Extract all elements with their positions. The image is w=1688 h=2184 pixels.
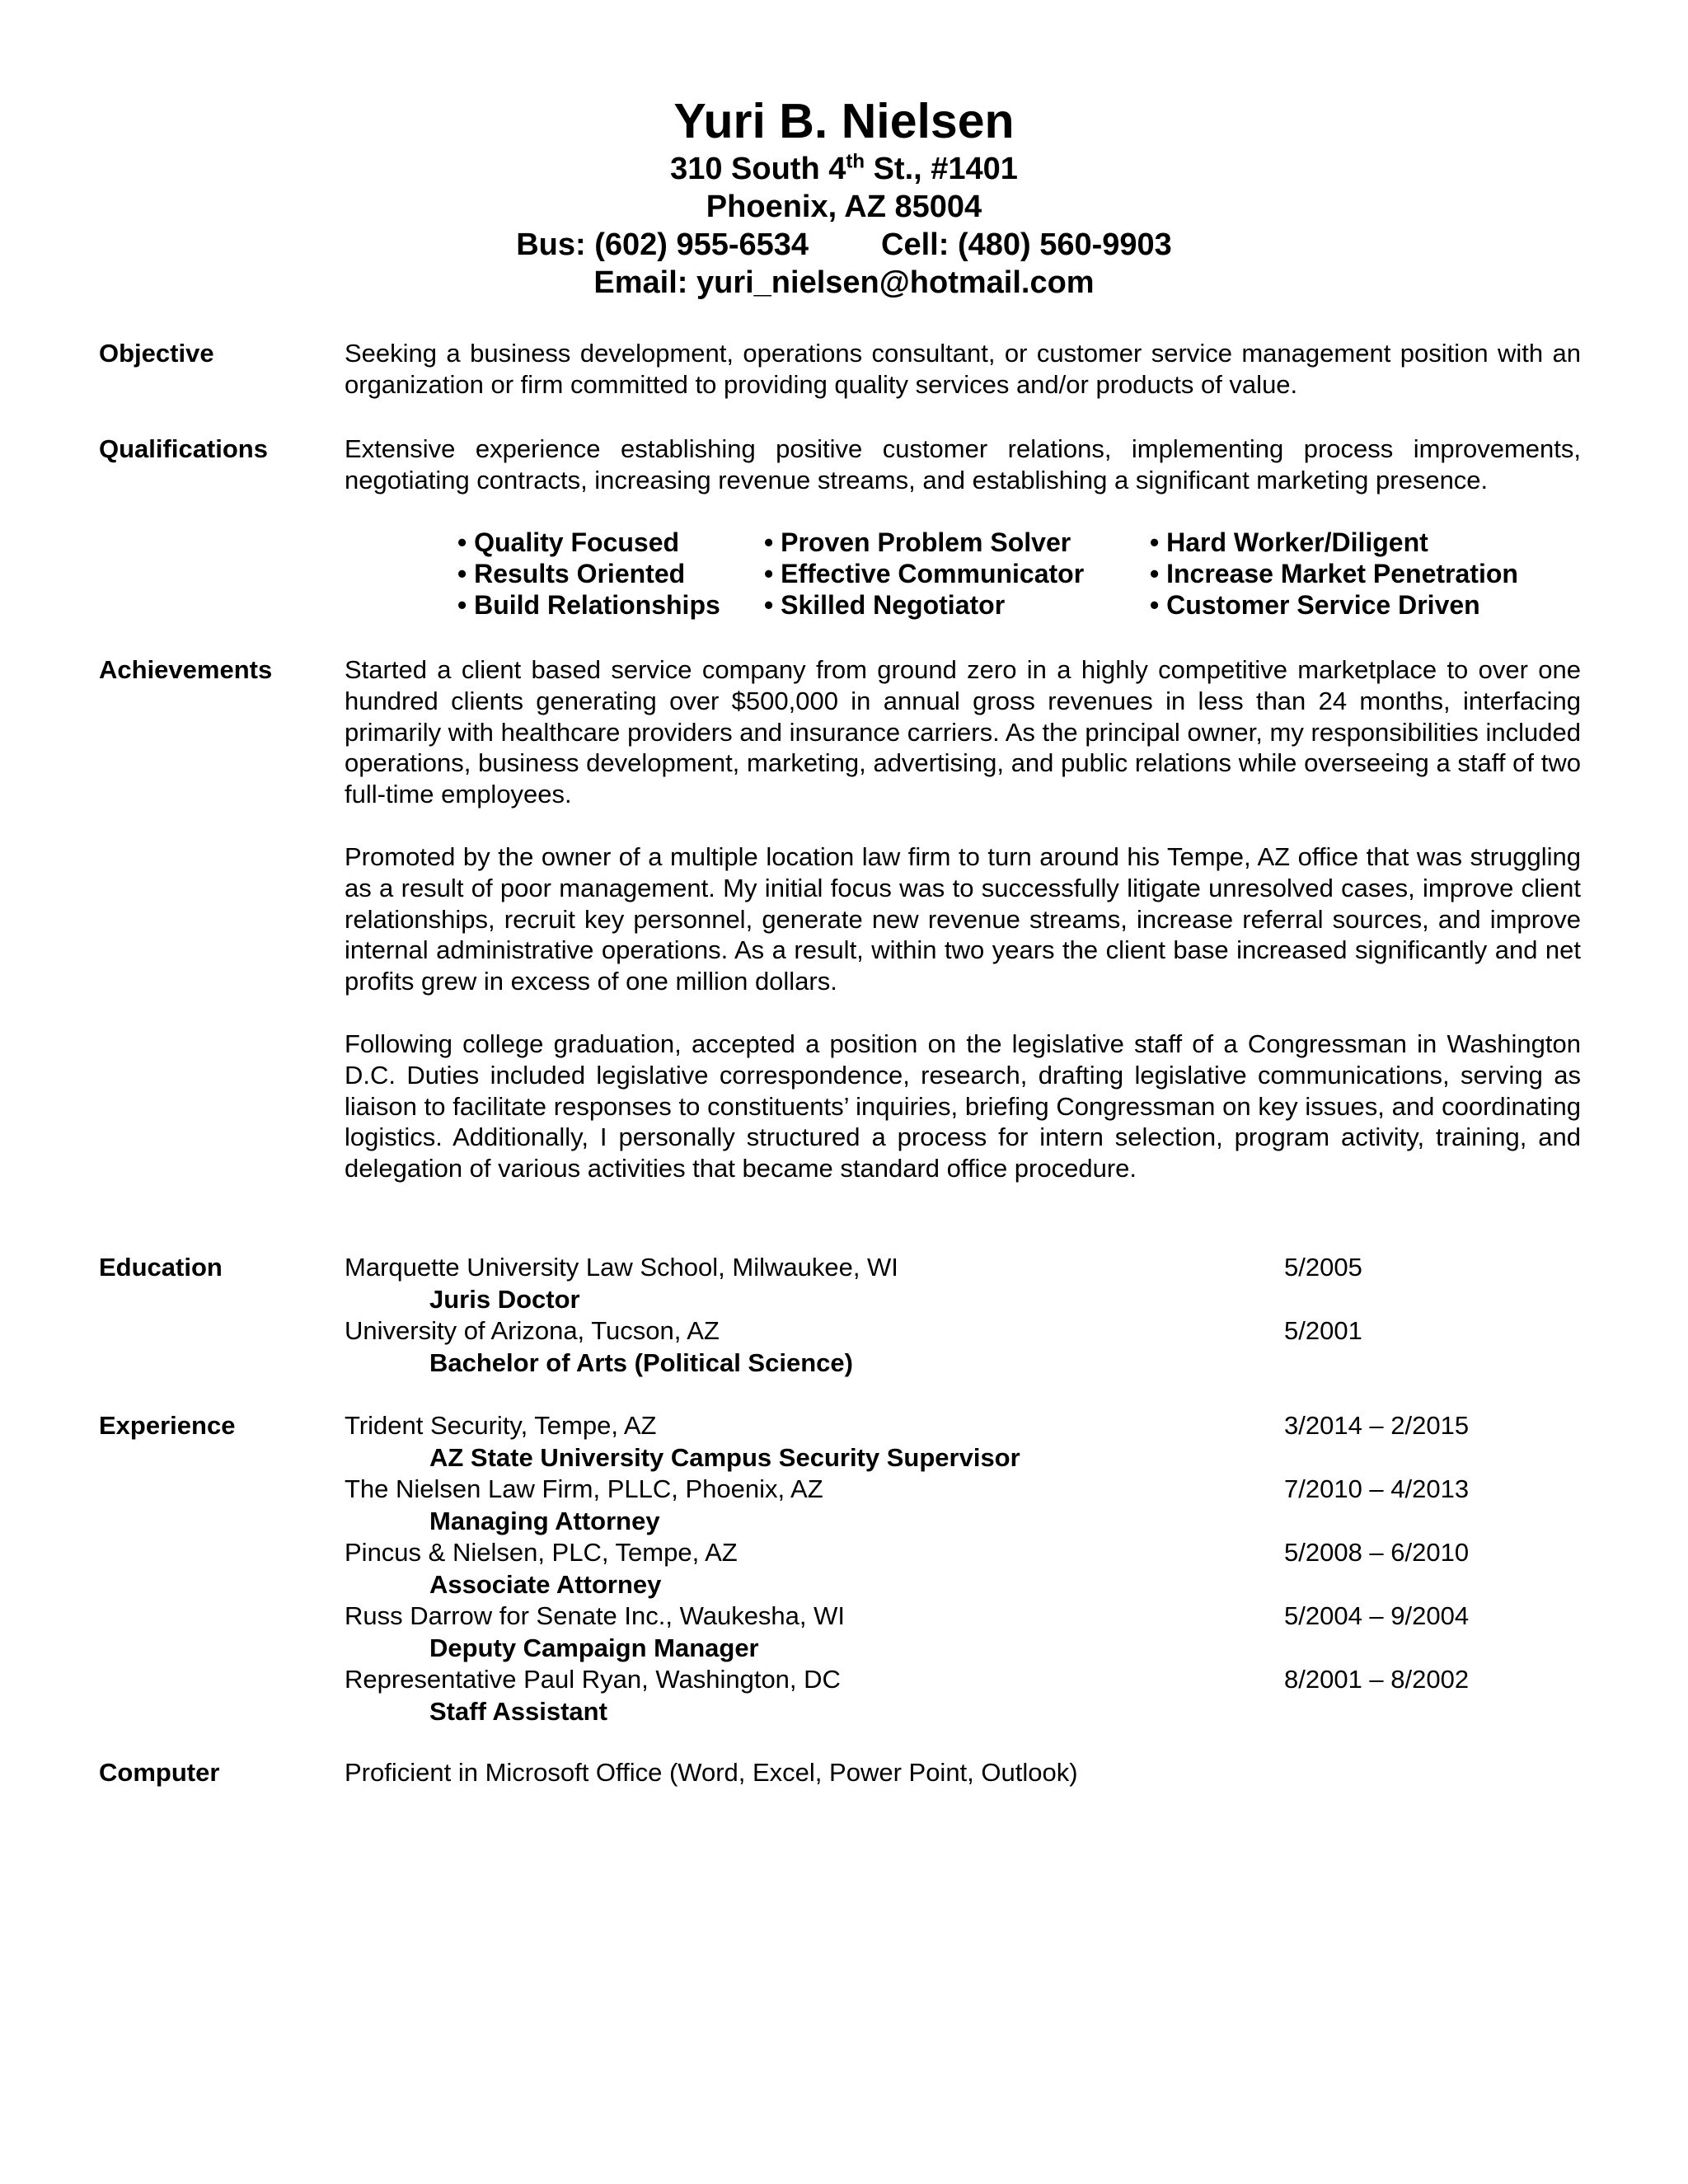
- resume-header: [0, 92, 1688, 302]
- entry-institution: Representative Paul Ryan, Washington, DC: [345, 1665, 841, 1694]
- skill-item: • Build Relationships: [457, 589, 720, 620]
- achievements-section: [345, 654, 1581, 1184]
- entry-date: 7/2010 – 4/2013: [1284, 1474, 1470, 1503]
- computer-label: Computer: [99, 1758, 220, 1787]
- entry-title: AZ State University Campus Security Supervisor: [429, 1442, 1020, 1472]
- education-label: Education: [99, 1253, 223, 1282]
- cell-phone: Cell: (480) 560-9903: [881, 227, 1172, 262]
- skills-row: [457, 527, 1611, 559]
- entry-title: Juris Doctor: [429, 1284, 580, 1314]
- experience-entry: [345, 1601, 1581, 1633]
- experience-entry: [345, 1474, 1581, 1506]
- experience-entry: [345, 1664, 1581, 1696]
- computer-section: [345, 1757, 1581, 1788]
- education-entry: [345, 1252, 1581, 1284]
- entry-date: 5/2008 – 6/2010: [1284, 1538, 1470, 1567]
- entry-title-row: [345, 1696, 1581, 1728]
- entry-title-row: [345, 1284, 1581, 1316]
- experience-entry: [345, 1537, 1581, 1569]
- skill-item: • Increase Market Penetration: [1150, 558, 1518, 588]
- entry-title: Managing Attorney: [429, 1506, 660, 1535]
- skills-row: [457, 559, 1611, 590]
- skill-item: • Results Oriented: [457, 558, 686, 588]
- entry-title: Associate Attorney: [429, 1569, 662, 1599]
- education-entry: [345, 1315, 1581, 1347]
- skill-item: • Proven Problem Solver: [764, 527, 1071, 557]
- qualifications-text: Extensive experience establishing positive customer relations, implementing process improvements, negotiating contracts, increasing revenue streams, and establishing a significant marketing presence.: [345, 434, 1581, 494]
- candidate-name: Yuri B. Nielsen: [673, 94, 1015, 148]
- skill-item: • Hard Worker/Diligent: [1150, 527, 1428, 557]
- entry-institution: The Nielsen Law Firm, PLLC, Phoenix, AZ: [345, 1474, 823, 1503]
- education-section: [345, 1252, 1581, 1379]
- email-line: Email: yuri_nielsen@hotmail.com: [593, 265, 1095, 300]
- achievement-paragraph: Started a client based service company from ground zero in a highly competitive marketplace to over one hundred clients generating over $500,000 in annual gross revenues in less than 24 months, interfacing primarily with healthcare providers and insurance carriers. As the principal owner, my responsibilities included operations, business development, marketing, advertising, and public relations while overseeing a staff of two full-time employees.: [345, 655, 1581, 809]
- entry-title-row: [345, 1347, 1581, 1380]
- entry-date: 5/2004 – 9/2004: [1284, 1601, 1470, 1630]
- address-street: 310 South 4: [670, 152, 846, 186]
- entry-institution: Marquette University Law School, Milwaukee, WI: [345, 1253, 898, 1282]
- entry-title: Bachelor of Arts (Political Science): [429, 1347, 853, 1377]
- address-line-1: [0, 150, 1688, 188]
- experience-section: [345, 1410, 1581, 1727]
- skills-row: [457, 590, 1611, 621]
- achievement-paragraph: Promoted by the owner of a multiple location law firm to turn around his Tempe, AZ office that was struggling as a result of poor management. My initial focus was to successfully litigate unresolved cases, improve client relationships, recruit key personnel, generate new revenue streams, increase referral sources, and improve internal administrative operations. As a result, within two years the client base increased significantly and net profits grew in excess of one million dollars.: [345, 841, 1581, 996]
- achievement-paragraph: Following college graduation, accepted a position on the legislative staff of a Congressman in Washington D.C. Duties included legislative correspondence, research, drafting legislative communications, serving as liaison to facilitate responses to constituents’ inquiries, briefing Congressman on key issues, and coordinating logistics. Additionally, I personally structured a process for intern selection, program activity, training, and delegation of various activities that became standard office procedure.: [345, 1029, 1581, 1183]
- entry-title-row: [345, 1506, 1581, 1538]
- objective-section: [345, 338, 1581, 401]
- entry-title: Staff Assistant: [429, 1696, 607, 1726]
- entry-date: 5/2005: [1284, 1253, 1362, 1282]
- objective-text: Seeking a business development, operations consultant, or customer service management position with an organization or firm committed to providing quality services and/or products of value.: [345, 339, 1581, 399]
- qualifications-section: [345, 434, 1581, 496]
- skill-item: • Effective Communicator: [764, 558, 1085, 588]
- objective-label: Objective: [99, 339, 214, 368]
- skill-item: • Skilled Negotiator: [764, 589, 1006, 620]
- phone-line: [0, 226, 1688, 264]
- computer-text: Proficient in Microsoft Office (Word, Excel, Power Point, Outlook): [345, 1758, 1078, 1787]
- achievements-label: Achievements: [99, 655, 273, 684]
- entry-institution: Trident Security, Tempe, AZ: [345, 1411, 657, 1440]
- experience-label: Experience: [99, 1411, 236, 1440]
- entry-date: 3/2014 – 2/2015: [1284, 1411, 1470, 1440]
- skill-item: • Quality Focused: [457, 527, 680, 557]
- entry-title-row: [345, 1569, 1581, 1601]
- entry-title: Deputy Campaign Manager: [429, 1633, 759, 1662]
- skill-item: • Customer Service Driven: [1150, 589, 1480, 620]
- entry-institution: Russ Darrow for Senate Inc., Waukesha, WI: [345, 1601, 846, 1630]
- experience-entry: [345, 1410, 1581, 1442]
- entry-title-row: [345, 1633, 1581, 1665]
- qualifications-label: Qualifications: [99, 434, 268, 463]
- entry-date: 5/2001: [1284, 1316, 1362, 1345]
- entry-institution: Pincus & Nielsen, PLC, Tempe, AZ: [345, 1538, 738, 1567]
- address-unit: St., #1401: [865, 152, 1018, 186]
- entry-title-row: [345, 1442, 1581, 1474]
- entry-institution: University of Arizona, Tucson, AZ: [345, 1316, 720, 1345]
- skills-grid: [457, 527, 1611, 621]
- address-ordinal-suffix: th: [846, 150, 865, 173]
- entry-date: 8/2001 – 8/2002: [1284, 1665, 1470, 1694]
- bus-phone: Bus: (602) 955-6534: [516, 227, 809, 262]
- address-line-2: Phoenix, AZ 85004: [706, 190, 982, 224]
